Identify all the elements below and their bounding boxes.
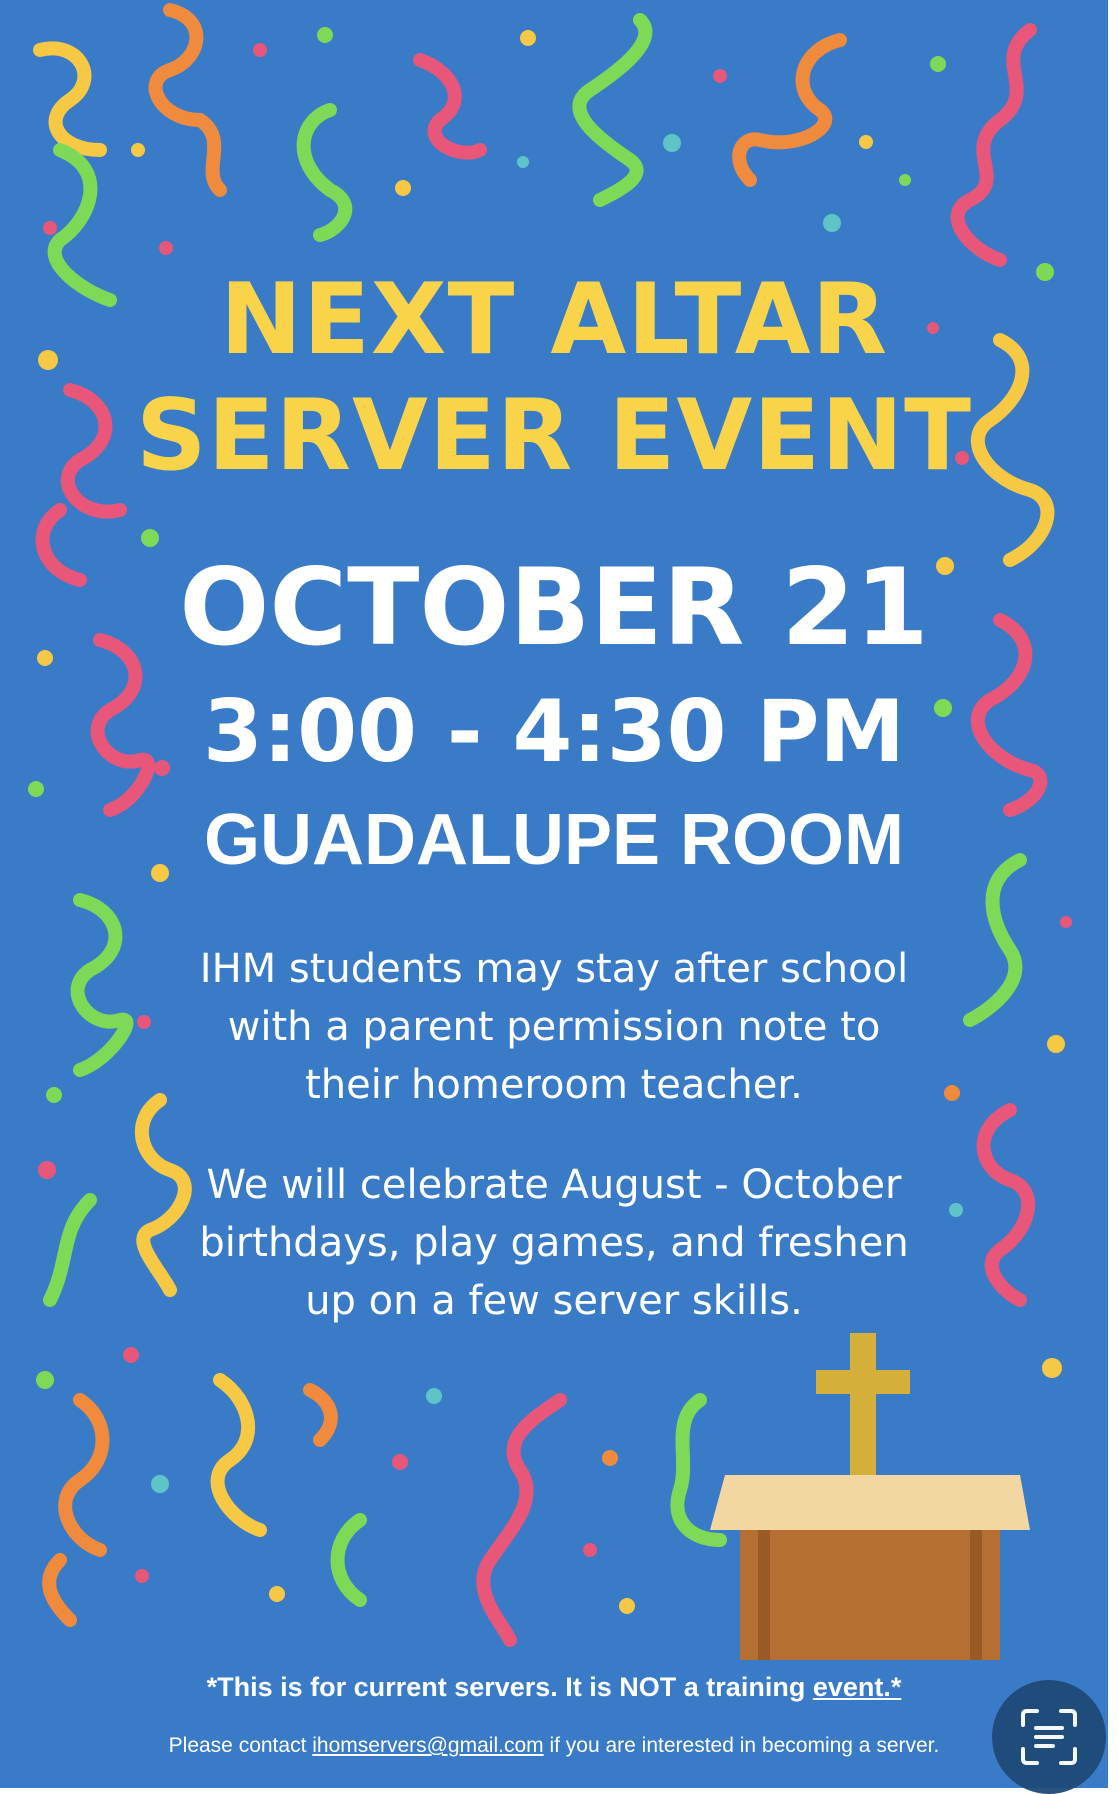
paragraph-line: up on a few server skills.	[305, 1278, 803, 1324]
paragraph-line: IHM students may stay after school	[199, 946, 909, 992]
note-underlined-text: event.*	[812, 1672, 902, 1702]
headline-line-2: SERVER EVENT	[136, 379, 972, 493]
activities-paragraph	[160, 1156, 948, 1330]
event-date: OCTOBER 21	[179, 546, 929, 669]
note-text: *This is for current servers. It is NOT a training	[206, 1672, 813, 1702]
contact-line	[0, 1731, 1108, 1761]
servers-only-note	[0, 1669, 1108, 1705]
event-location: GUADALUPE ROOM	[204, 800, 904, 880]
contact-text-end: if you are interested in becoming a server.	[543, 1734, 940, 1757]
paragraph-line: We will celebrate August - October	[206, 1162, 902, 1208]
paragraph-line: with a parent permission note to	[227, 1004, 881, 1050]
paragraph-line: birthdays, play games, and freshen	[199, 1220, 909, 1266]
text-scan-icon	[1019, 1707, 1079, 1767]
headline-line-1: NEXT ALTAR	[219, 263, 889, 377]
permission-paragraph	[160, 940, 948, 1114]
altar-with-cross-icon	[700, 1325, 1040, 1665]
paragraph-line: their homeroom teacher.	[305, 1062, 803, 1108]
contact-email-link[interactable]: ihomservers@gmail.com	[312, 1734, 544, 1757]
text-scan-button[interactable]	[992, 1680, 1106, 1794]
event-time: 3:00 - 4:30 PM	[203, 682, 905, 782]
contact-text: Please contact	[168, 1734, 313, 1757]
